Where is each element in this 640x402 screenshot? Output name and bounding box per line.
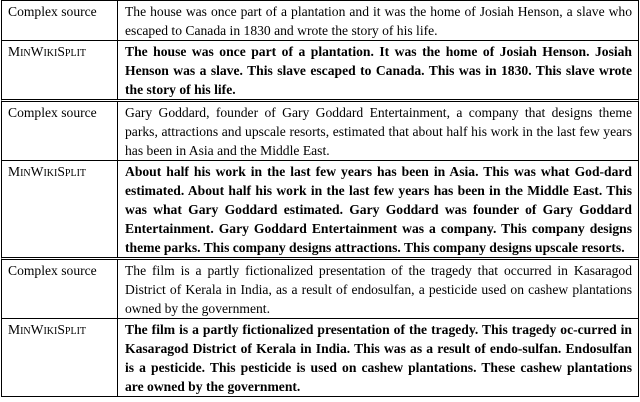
example-block-1 — [1, 0, 639, 99]
source-row — [2, 1, 638, 40]
example-block-3 — [1, 257, 639, 397]
example-block-2 — [1, 99, 639, 257]
split-text: The house was once part of a plantation. It was the home of Josiah Henson. Josiah Henson was a slave. This slave escaped to Canada. This was in 1830. This slave wrote the story of his life. — [125, 44, 632, 97]
split-text: About half his work in the last few years has been in Asia. This was what God-dard estimated. About half his work in the last few years has been in the Middle East. This was what Gary Goddard estimated. Gary Goddard was founder of Gary Goddard Entertainment. Gary Goddard Entertainment was a company. This company designs theme parks. This company designs attractions. This company designs upscale resorts. — [125, 164, 632, 255]
source-label: Complex source — [2, 260, 118, 318]
source-label: Complex source — [2, 102, 118, 160]
split-text: The film is a partly fictionalized presentation of the tragedy. This tragedy oc-curred in Kasaragod District of Kerala in India. This was as a result of endo-sulfan. Endosulfan is a pesticide. This pesticide is used on cashew plantations. These cashew plantations are owned by the government. — [125, 322, 632, 394]
source-row — [2, 260, 638, 318]
split-label: MinWikiSplit — [2, 319, 118, 396]
split-label: MinWikiSplit — [2, 161, 118, 257]
split-row — [2, 40, 638, 99]
source-label: Complex source — [2, 1, 118, 40]
source-text: Gary Goddard, founder of Gary Goddard Entertainment, a company that designs theme parks, attractions and upscale resorts, estimated that about half his work in the last few years has been in Asia and the Middle East. — [125, 105, 632, 158]
split-row — [2, 160, 638, 257]
source-text: The house was once part of a plantation and it was the home of Josiah Henson, a slave who escaped to Canada in 1830 and wrote the story of his life. — [125, 4, 632, 38]
split-row — [2, 318, 638, 396]
split-label: MinWikiSplit — [2, 41, 118, 99]
source-text: The film is a partly fictionalized presentation of the tragedy that occurred in Kasaragod District of Kerala in India, as a result of endosulfan, a pesticide used on cashew plantations owned by the government. — [125, 263, 632, 316]
source-row — [2, 102, 638, 160]
